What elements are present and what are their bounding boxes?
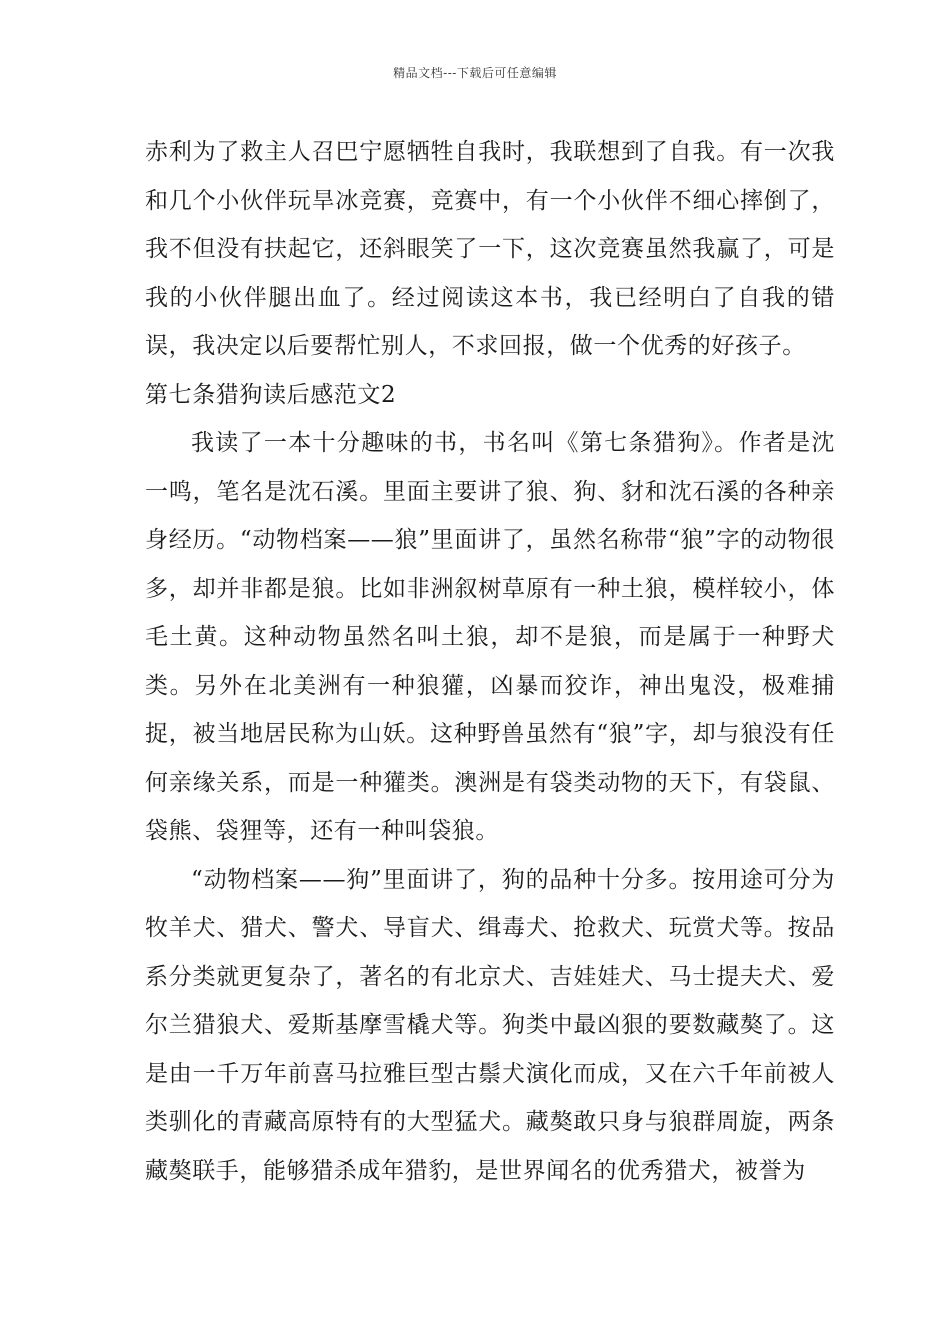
section-heading: 第七条猎狗读后感范文2 [145,381,397,408]
page-header: 精品文档---下载后可任意编辑 [393,66,557,80]
paragraph-continued: 赤利为了救主人召巴宁愿牺牲自我时，我联想到了自我。有一次我和几个小伙伴玩旱冰竞赛，竞赛中，有一个小伙伴不细心摔倒了，我不但没有扶起它，还斜眼笑了一下，这次竞赛虽然我赢了，可是我的小伙伴腿出血了。经过阅读这本书，我已经明白了自我的错误，我决定以后要帮忙别人，不求回报，做一个优秀的好孩子。 [145,139,835,359]
document-body [145,128,835,1195]
paragraph-wolf: 我读了一本十分趣味的书，书名叫《第七条猎狗》。作者是沈一鸣，笔名是沈石溪。里面主要讲了狼、狗、豺和沈石溪的各种亲身经历。“动物档案——狼”里面讲了，虽然名称带“狼”字的动物很多，却并非都是狼。比如非洲叙树草原有一种土狼，模样较小，体毛土黄。这种动物虽然名叫土狼，却不是狼，而是属于一种野犬类。另外在北美洲有一种狼獾，凶暴而狡诈，神出鬼没，极难捕捉，被当地居民称为山妖。这种野兽虽然有“狼”字，却与狼没有任何亲缘关系，而是一种獾类。澳洲是有袋类动物的天下，有袋鼠、袋熊、袋狸等，还有一种叫袋狼。 [145,430,835,844]
paragraph-dog: “动物档案——狗”里面讲了，狗的品种十分多。按用途可分为牧羊犬、猎犬、警犬、导盲犬、缉毒犬、抢救犬、玩赏犬等。按品系分类就更复杂了，著名的有北京犬、吉娃娃犬、马士提夫犬、爱尔兰猎狼犬、爱斯基摩雪橇犬等。狗类中最凶狠的要数藏獒了。这是由一千万年前喜马拉雅巨型古鬃犬演化而成，又在六千年前被人类驯化的青藏高原特有的大型猛犬。藏獒敢只身与狼群周旋，两条藏獒联手，能够猎杀成年猎豹，是世界闻名的优秀猎犬，被誉为 [145,866,835,1184]
